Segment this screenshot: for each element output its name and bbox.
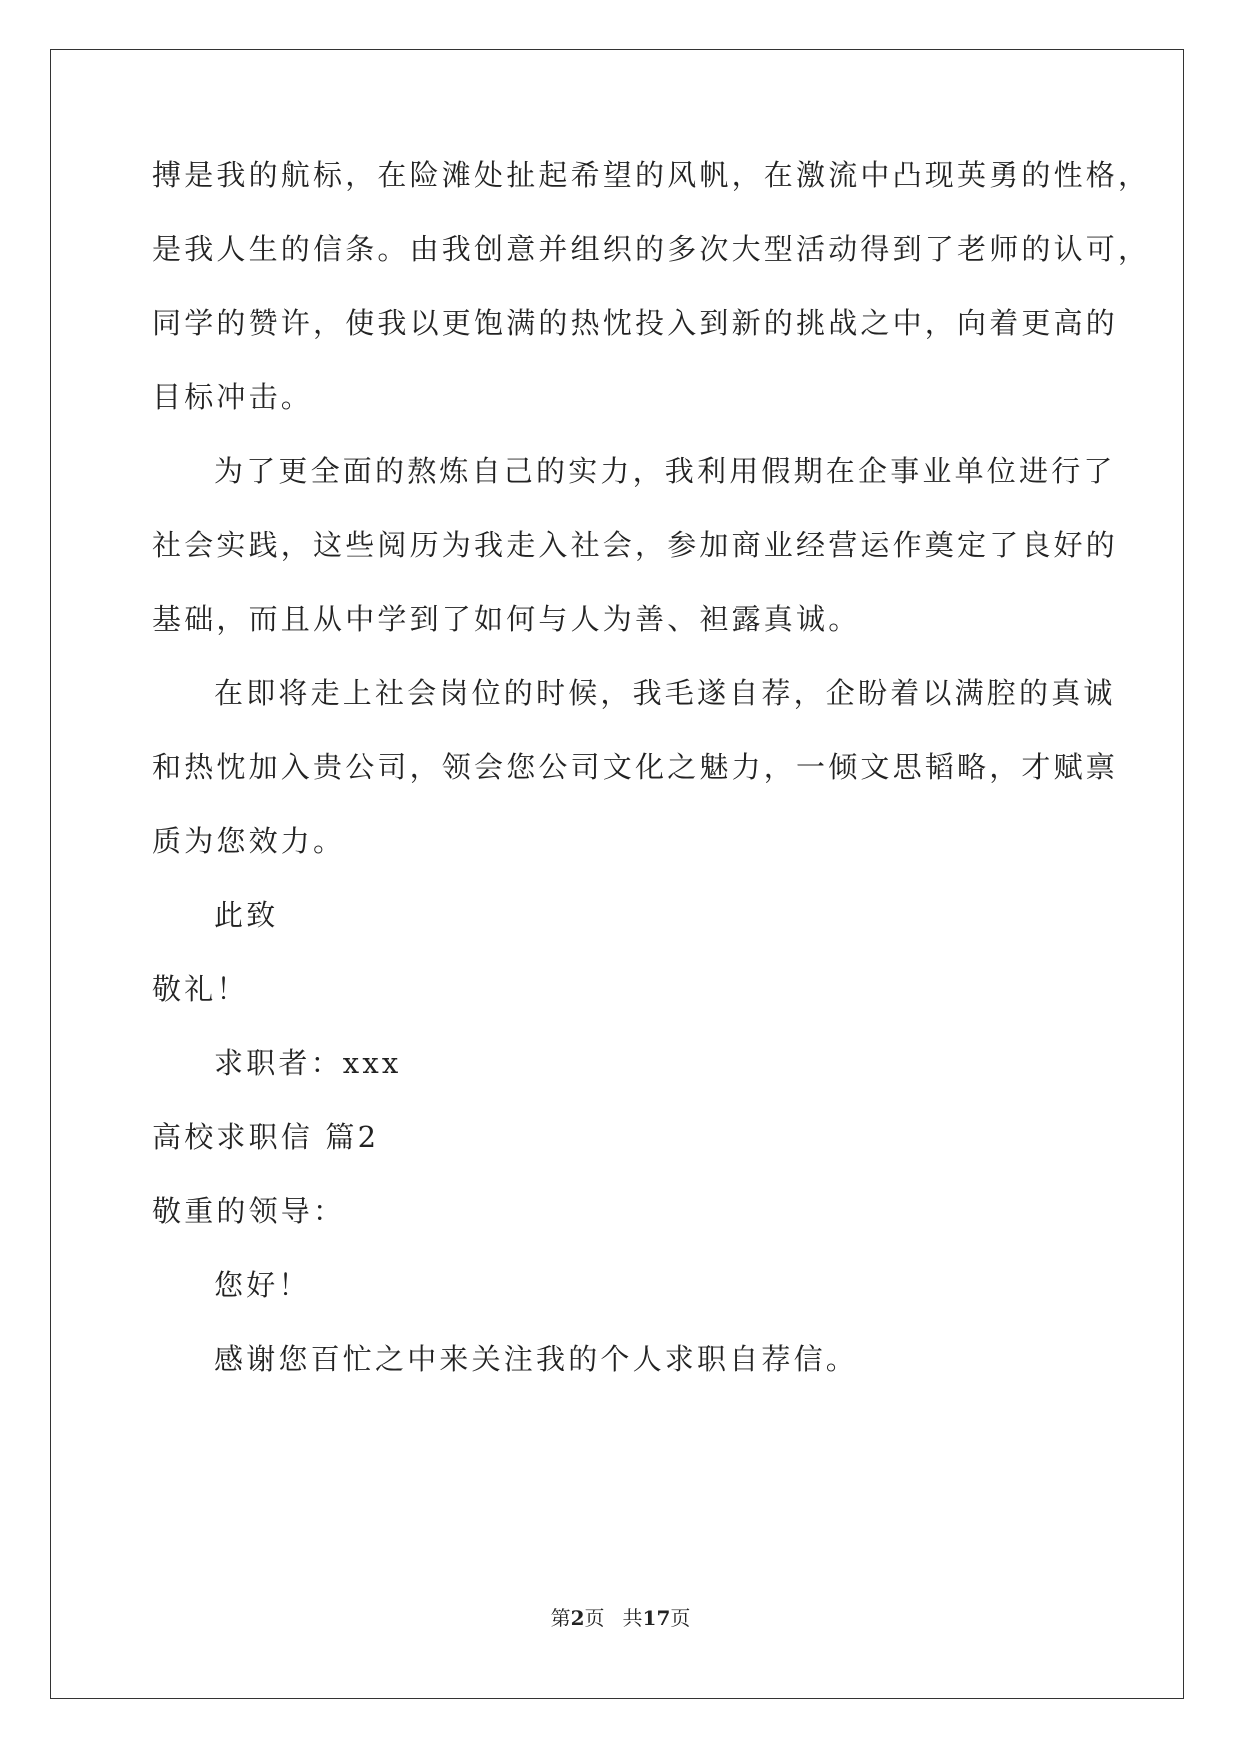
body-text-line: 社会实践，这些阅历为我走入社会，参加商业经营运作奠定了良好的 [152,528,1119,562]
paragraph-start-line: 在即将走上社会岗位的时候，我毛遂自荐，企盼着以满腔的真诚 [214,676,1116,710]
total-suffix: 页 [670,1606,691,1630]
total-prefix: 共 [622,1606,643,1630]
total-pages: 17 [642,1606,671,1630]
paragraph-start-line: 为了更全面的熬炼自己的实力，我利用假期在企事业单位进行了 [214,454,1116,488]
page-suffix: 页 [584,1606,605,1630]
body-text-line: 和热忱加入贵公司，领会您公司文化之魅力，一倾文思韬略，才赋禀 [152,750,1119,784]
salutation-line: 敬礼！ [152,972,249,1006]
body-text-line: 同学的赞许，使我以更饱满的热忱投入到新的挑战之中，向着更高的 [152,306,1119,340]
page-footer [0,1604,1241,1632]
paragraph-start-line: 感谢您百忙之中来关注我的个人求职自荐信。 [214,1342,859,1376]
body-text-line: 是我人生的信条。由我创意并组织的多次大型活动得到了老师的认可， [152,232,1151,266]
section-heading: 高校求职信 篇2 [152,1120,380,1154]
page-prefix: 第 [550,1606,571,1630]
body-text-line: 目标冲击。 [152,380,314,414]
page-border [50,49,1184,1699]
body-text-line: 搏是我的航标，在险滩处扯起希望的风帆，在激流中凸现英勇的性格， [152,158,1151,192]
greeting-line: 您好！ [214,1268,311,1302]
page-number: 2 [570,1606,585,1630]
closing-line: 此致 [214,898,279,932]
signature-line: 求职者：xxx [214,1046,402,1080]
body-text-line: 质为您效力。 [152,824,346,858]
greeting-line: 敬重的领导： [152,1194,346,1228]
body-text-line: 基础，而且从中学到了如何与人为善、袒露真诚。 [152,602,861,636]
